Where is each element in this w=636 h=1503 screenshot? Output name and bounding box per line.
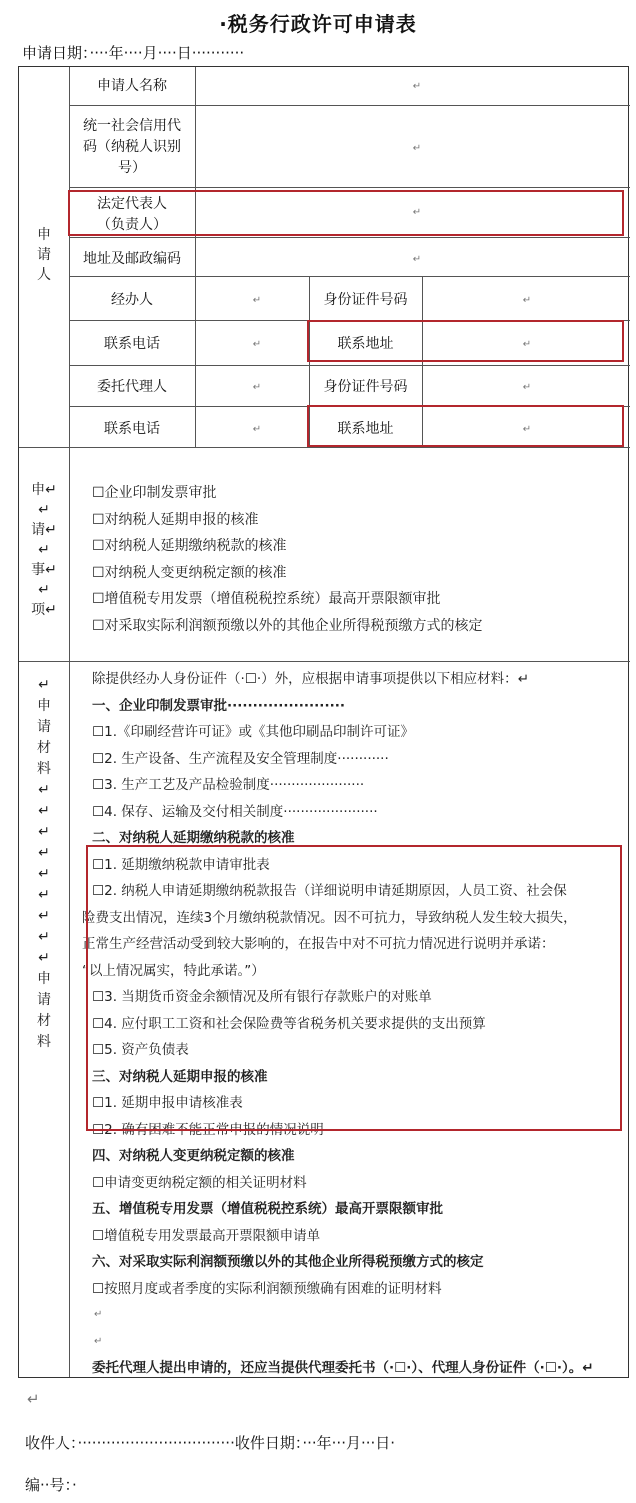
address-value[interactable]: ↵ bbox=[412, 254, 422, 265]
contact-address-label: 联系地址 bbox=[337, 336, 394, 352]
handler-id-value[interactable]: ↵ bbox=[522, 295, 532, 306]
agent-label: 委托代理人 bbox=[97, 379, 167, 395]
material-item[interactable]: ☐3. 当期货币资金余额情况及所有银行存款账户的对账单 bbox=[92, 989, 432, 1005]
section-heading: 一、企业印制发票审批······················· bbox=[92, 697, 345, 714]
agent-address-label: 联系地址 bbox=[337, 421, 394, 437]
highlight-contact-address bbox=[307, 320, 624, 362]
matter-item[interactable]: ☐增值税专用发票（增值税税控系统）最高开票限额审批 bbox=[92, 591, 441, 607]
section-heading: 四、对纳税人变更纳税定额的核准 bbox=[92, 1148, 295, 1164]
agent-id-label: 身份证件号码 bbox=[323, 379, 408, 395]
highlight-agent-address bbox=[307, 405, 624, 447]
application-date-line: 申请日期：····年····月····日··········· bbox=[22, 44, 245, 62]
agent-phone-value[interactable]: ↵ bbox=[252, 424, 262, 435]
phone-label: 联系电话 bbox=[104, 336, 160, 352]
agent-phone-label: 联系电话 bbox=[104, 421, 160, 437]
material-item-continued: 险费支出情况，连续3个月缴纳税款情况。因不可抗力，导致纳税人发生较大损失， bbox=[82, 909, 577, 926]
legal-rep-label: 法定代表人 （负责人） bbox=[97, 196, 167, 233]
material-item[interactable]: ☐增值税专用发票最高开票限额申请单 bbox=[92, 1227, 321, 1244]
matter-item[interactable]: ☐企业印制发票审批 bbox=[92, 485, 217, 501]
section-divider bbox=[19, 661, 630, 662]
matters-side-label: 申↵ ↵ 请↵ ↵ 事↵ ↵ 项↵ bbox=[31, 482, 57, 618]
materials-side-label: ↵ 申 请 材 料 ↵ ↵ ↵ ↵ ↵ ↵ ↵ ↵ ↵ 申 请 材 料 bbox=[37, 677, 51, 1050]
material-item-continued: “以上情况属实，特此承诺。”） bbox=[82, 962, 265, 979]
receiver-line: 收件人：·································收件日期：···年···月···日· bbox=[25, 1434, 396, 1452]
section-divider bbox=[19, 447, 630, 448]
agent-value[interactable]: ↵ bbox=[252, 382, 262, 393]
matter-item[interactable]: ☐对纳税人变更纳税定额的核准 bbox=[92, 564, 287, 581]
section-heading: 五、增值税专用发票（增值税税控系统）最高开票限额审批 bbox=[92, 1201, 443, 1217]
legal-rep-value[interactable]: ↵ bbox=[412, 207, 422, 218]
material-item[interactable]: ☐3. 生产工艺及产品检验制度······················ bbox=[92, 777, 365, 793]
material-item-continued: 正常生产经营活动受到较大影响的，在报告中对不可抗力情况进行说明并承诺： bbox=[82, 936, 555, 952]
agent-id-value[interactable]: ↵ bbox=[522, 382, 532, 393]
form-title: ·税务行政许可申请表 bbox=[219, 12, 417, 36]
material-item[interactable]: ☐2. 确有困难不能正常申报的情况说明 bbox=[92, 1121, 324, 1138]
material-item[interactable]: ☐1. 延期缴纳税款申请审批表 bbox=[92, 856, 270, 873]
material-item[interactable]: ☐5. 资产负债表 bbox=[92, 1042, 189, 1058]
handler-label: 经办人 bbox=[111, 292, 153, 308]
section-heading: 六、对采取实际利润额预缴以外的其他企业所得税预缴方式的核定 bbox=[92, 1254, 484, 1270]
applicant-name-label: 申请人名称 bbox=[97, 78, 167, 94]
material-item[interactable]: ☐按照月度或者季度的实际利润额预缴确有困难的证明材料 bbox=[92, 1280, 442, 1297]
section-heading: 二、对纳税人延期缴纳税款的核准 bbox=[92, 830, 295, 846]
phone-value[interactable]: ↵ bbox=[252, 339, 262, 350]
material-item[interactable]: ☐1.《印刷经营许可证》或《其他印刷品印制许可证》 bbox=[92, 724, 414, 740]
highlight-legal-rep bbox=[68, 190, 624, 236]
credit-code-label: 统一社会信用代 码（纳税人识别 号） bbox=[83, 118, 181, 176]
agent-note: 委托代理人提出申请的，还应当提供代理委托书（·☐·）、代理人身份证件（·☐·）。↵ bbox=[92, 1360, 594, 1376]
matter-item[interactable]: ☐对纳税人延期申报的核准 bbox=[92, 511, 259, 528]
material-item[interactable]: ☐1. 延期申报申请核准表 bbox=[92, 1095, 243, 1111]
blank-line: ↵ bbox=[94, 1335, 103, 1347]
material-item[interactable]: ☐2. 纳税人申请延期缴纳税款报告（详细说明申请延期原因，人员工资、社会保 bbox=[92, 883, 567, 899]
blank-line: ↵ bbox=[27, 1390, 40, 1408]
handler-value[interactable]: ↵ bbox=[252, 295, 262, 306]
matters-checklist bbox=[92, 480, 483, 639]
matter-item[interactable]: ☐对纳税人延期缴纳税款的核准 bbox=[92, 538, 287, 554]
materials-intro: 除提供经办人身份证件（·☐·）外，应根据申请事项提供以下相应材料：↵ bbox=[92, 671, 529, 687]
credit-code-value[interactable]: ↵ bbox=[412, 143, 422, 154]
material-item[interactable]: ☐申请变更纳税定额的相关证明材料 bbox=[92, 1174, 307, 1191]
material-item[interactable]: ☐2. 生产设备、生产流程及安全管理制度············ bbox=[92, 750, 389, 767]
highlight-deferred-payment-materials bbox=[86, 845, 622, 1131]
applicant-name-value[interactable]: ↵ bbox=[412, 81, 422, 92]
number-line: 编··号：· bbox=[25, 1476, 77, 1494]
section-heading: 三、对纳税人延期申报的核准 bbox=[92, 1068, 268, 1085]
agent-address-value[interactable]: ↵ bbox=[522, 424, 532, 435]
material-item[interactable]: ☐4. 保存、运输及交付相关制度······················ bbox=[92, 803, 378, 820]
matter-item[interactable]: ☐对采取实际利润额预缴以外的其他企业所得税预缴方式的核定 bbox=[92, 617, 483, 634]
applicant-side-label: 申 请 人 bbox=[37, 227, 51, 283]
material-item[interactable]: ☐4. 应付职工工资和社会保险费等省税务机关要求提供的支出预算 bbox=[92, 1015, 486, 1032]
handler-id-label: 身份证件号码 bbox=[323, 292, 408, 308]
contact-address-value[interactable]: ↵ bbox=[522, 339, 532, 350]
blank-line: ↵ bbox=[94, 1309, 103, 1320]
address-label: 地址及邮政编码 bbox=[83, 251, 181, 267]
